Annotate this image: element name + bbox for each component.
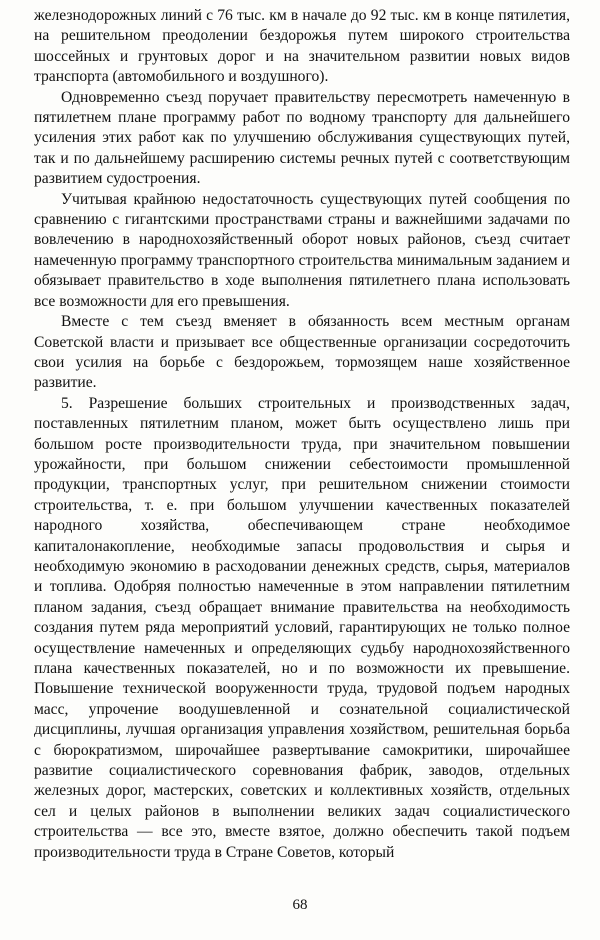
body-text	[34, 6, 570, 863]
paragraph-point-5: 5. Разрешение больших строительных и производственных задач, поставленных пятилетним планом, может быть осуществлено лишь при большом росте производительности труда, при значительном повышении урожайности, при большом снижении себестоимости промышленной продукции, транспортных услуг, при решительном снижении стоимости строительства, т. е. при большом улучшении качественных показателей народного хозяйства, обеспечивающем стране необходимое капиталонакопление, необходимые запасы продовольствия и сырья и необходимую экономию в расходовании денежных средств, сырья, материалов и топлива. Одобряя полностью намеченные в этом направлении пятилетним планом задания, съезд обращает внимание правительства на необходимость создания путем ряда мероприятий условий, гарантирующих не только полное осуществление намеченных и определяющих судьбу народнохозяйственного плана качественных показателей, но и по возможности их превышение. Повышение технической вооруженности труда, трудовой подъем народных масс, упрочение воодушевленной и сознательной социалистической дисциплины, лучшая организация управления хозяйством, решительная борьба с бюрократизмом, широчайшее развертывание самокритики, широчайшее развитие социалистического соревнования фабрик, заводов, отдельных железных дорог, мастерских, советских и коллективных хозяйств, отдельных сел и целых районов в выполнении великих задач социалистического строительства — все это, вместе взятое, должно обеспечить такой подъем производительности труда в Стране Советов, который	[34, 394, 570, 861]
paragraph-transport-construction: Учитывая крайнюю недостаточность существующих путей сообщения по сравнению с гигантскими пространствами страны и важнейшими задачами по вовлечению в народнохозяйственный оборот новых районов, съезд считает намеченную программу транспортного строительства минимальным заданием и обязывает правительство в ходе выполнения пятилетнего плана использовать все возможности для его превышения.	[34, 190, 570, 310]
page-number: 68	[292, 897, 308, 913]
paragraph-water-transport: Одновременно съезд поручает правительству пересмотреть намеченную в пятилетнем плане программу работ по водному транспорту для дальнейшего усиления этих работ как по улучшению обслуживания существующих путей, так и по дальнейшему расширению системы речных путей с соответствующим развитием судостроения.	[34, 88, 570, 188]
paragraph-continued: железнодорожных линий с 76 тыс. км в начале до 92 тыс. км в конце пятилетия, на решительном преодолении бездорожья путем широкого строительства шоссейных и грунтовых дорог и на значительном развитии новых видов транспорта (автомобильного и воздушного).	[34, 7, 570, 86]
paragraph-local-organs: Вместе с тем съезд вменяет в обязанность всем местным органам Советской власти и призывает все общественные организации сосредоточить свои усилия на борьбе с бездорожьем, тормозящем наше хозяйственное развитие.	[34, 313, 570, 392]
